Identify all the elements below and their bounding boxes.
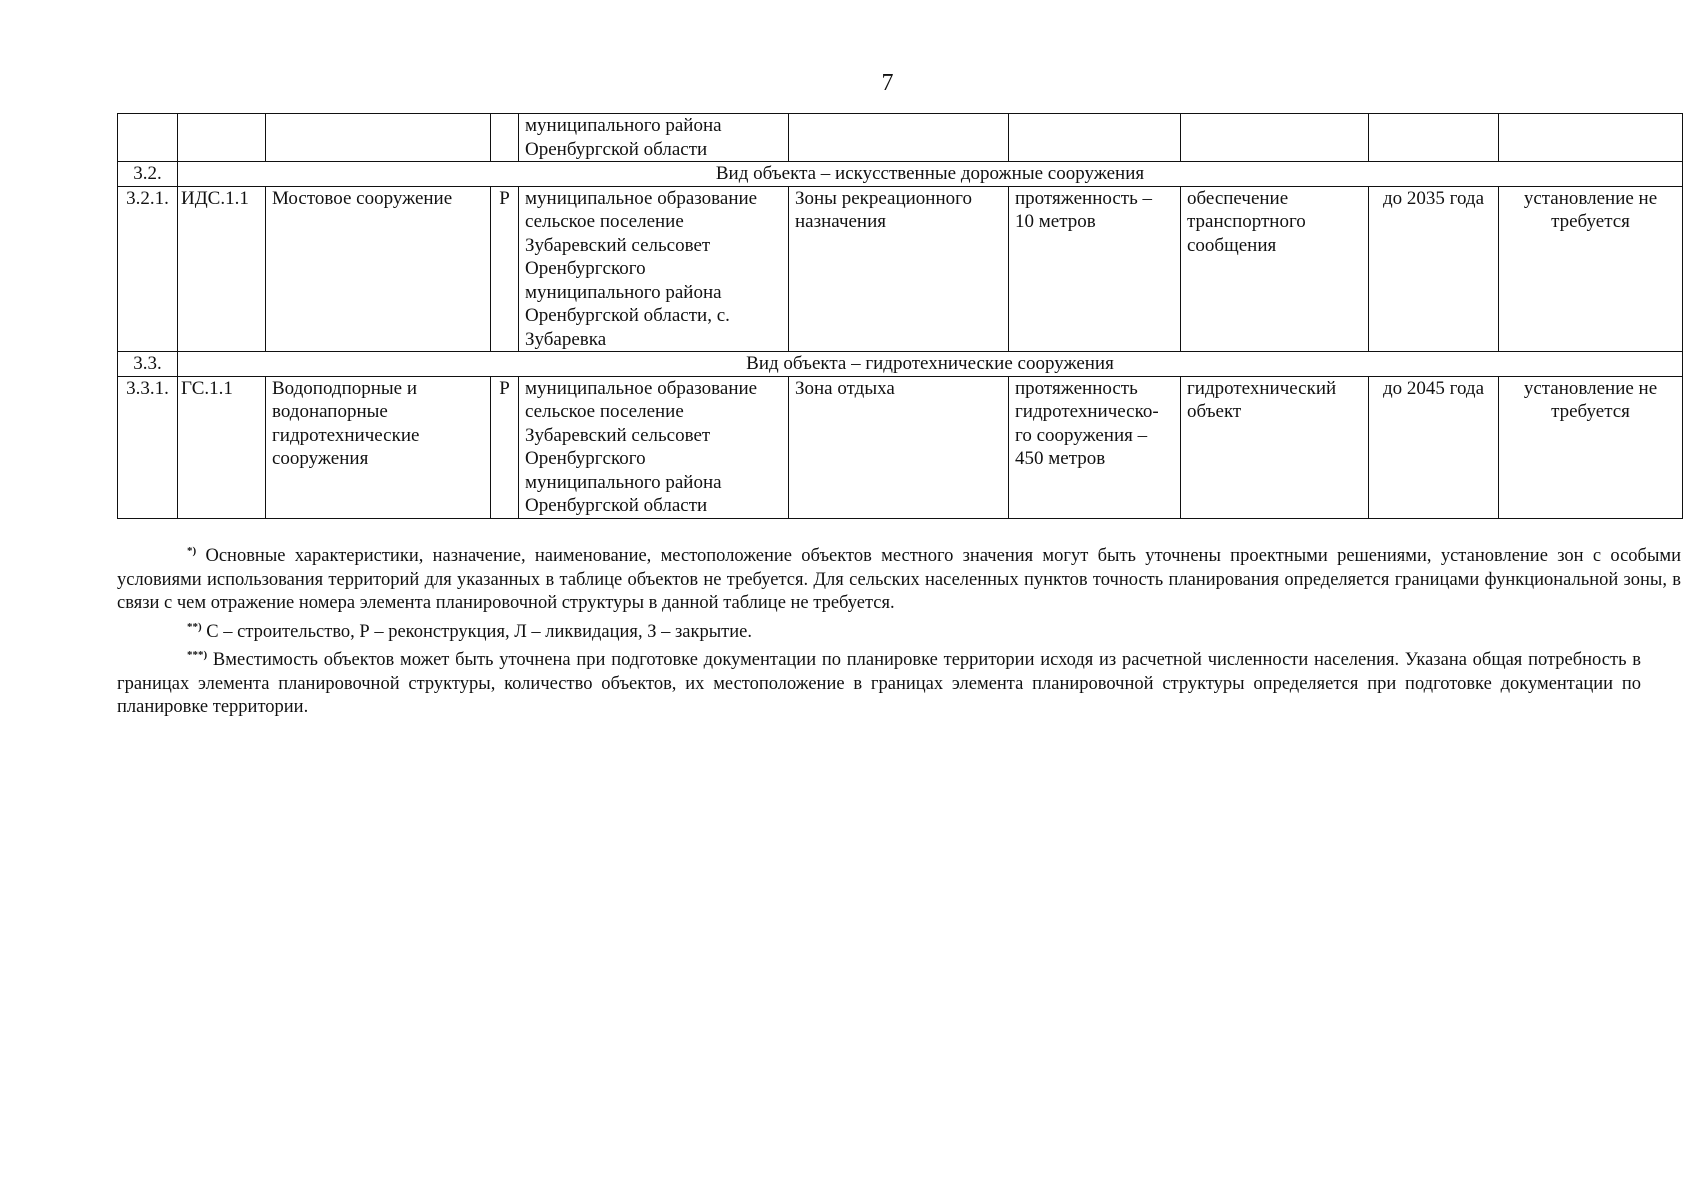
cell-restrictions: установление не требуется [1499, 186, 1683, 352]
table-row [118, 186, 1683, 352]
table-cell [789, 114, 1009, 162]
footnote-1: *) Основные характеристики, назначение, наименование, местоположение объектов местного значения могут быть уточнены проектными решениями, установление зон с особыми условиями использования территорий для указанных в таблице объектов не требуется. Для сельских населенных пунктов точность планирования определяется границами функциональной зоны, в связи с чем отражение номера элемента планировочной структуры в данной таблице не требуется. [117, 545, 1681, 613]
section-number: 3.3. [118, 352, 178, 377]
table-cell [491, 114, 519, 162]
cell-name: Мостовое сооружение [266, 186, 491, 352]
section-title: Вид объекта – гидротехнические сооружения [178, 352, 1683, 377]
table-cell [266, 114, 491, 162]
cell-name: Водоподпорные и водонапорные гидротехнические сооружения [266, 376, 491, 518]
table-cell: муниципального района Оренбургской области [519, 114, 789, 162]
cell-purpose: гидротехнический объект [1181, 376, 1369, 518]
cell-characteristics: протяженность – 10 метров [1009, 186, 1181, 352]
cell-purpose: обеспечение транспортного сообщения [1181, 186, 1369, 352]
table-cell [118, 114, 178, 162]
section-row [118, 352, 1683, 377]
footnote-2: **) С – строительство, Р – реконструкция, Л – ликвидация, З – закрытие. [187, 620, 752, 642]
cell-code: ИДС.1.1 [178, 186, 266, 352]
section-number: 3.2. [118, 162, 178, 187]
cell-number: 3.3.1. [118, 376, 178, 518]
cell-deadline: до 2045 года [1369, 376, 1499, 518]
page-number: 7 [881, 70, 894, 96]
table-cell [1369, 114, 1499, 162]
cell-restrictions: установление не требуется [1499, 376, 1683, 518]
section-title: Вид объекта – искусственные дорожные сооружения [178, 162, 1683, 187]
cell-zone: Зоны рекреационного назначения [789, 186, 1009, 352]
cell-code: ГС.1.1 [178, 376, 266, 518]
section-row [118, 162, 1683, 187]
cell-location: муниципальное образование сельское поселение Зубаревский сельсовет Оренбургского муниципального района Оренбургской области, с. Зубаревка [519, 186, 789, 352]
cell-action: Р [491, 376, 519, 518]
table-cell [1499, 114, 1683, 162]
footnote-3: ***) Вместимость объектов может быть уточнена при подготовке документации по планировке территории исходя из расчетной численности населения. Указана общая потребность в границах элемента планировочной структуры, количество объектов, их местоположение в границах элемента планировочной структуры определяется при подготовке документации по планировке территории. [117, 649, 1641, 717]
cell-deadline: до 2035 года [1369, 186, 1499, 352]
table-row [118, 376, 1683, 518]
objects-table [117, 113, 1683, 519]
cell-location: муниципальное образование сельское поселение Зубаревский сельсовет Оренбургского муниципального района Оренбургской области [519, 376, 789, 518]
table-row-continuation [118, 114, 1683, 162]
cell-characteristics: протяженность гидротехническо-го сооружения – 450 метров [1009, 376, 1181, 518]
cell-action: Р [491, 186, 519, 352]
cell-zone: Зона отдыха [789, 376, 1009, 518]
table-cell [1181, 114, 1369, 162]
table-cell [178, 114, 266, 162]
footnotes [117, 540, 1681, 720]
cell-number: 3.2.1. [118, 186, 178, 352]
table-cell [1009, 114, 1181, 162]
